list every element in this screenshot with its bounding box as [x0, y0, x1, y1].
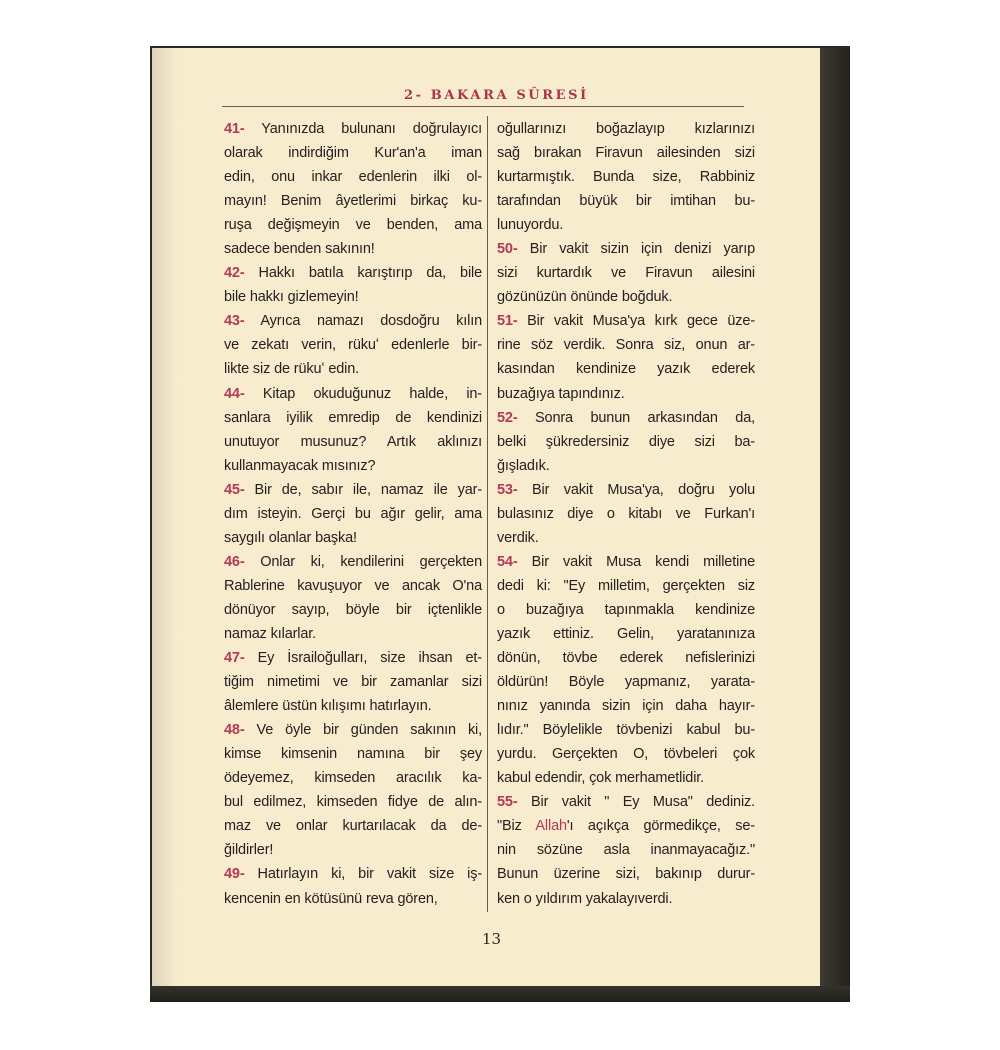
verse-text: ve zekatı verin, rükuʻ edenlerle bir- — [224, 337, 482, 354]
text-line — [497, 165, 755, 189]
text-line — [224, 430, 482, 454]
text-line — [224, 261, 482, 285]
text-line — [497, 117, 755, 141]
verse-text: Yanınızda bulunanı doğrulayıcı — [244, 121, 482, 137]
text-line — [224, 814, 482, 838]
text-line — [497, 814, 755, 838]
text-line — [497, 406, 755, 430]
verse-text: Bir vakit Musa'ya, doğru yolu — [517, 481, 755, 498]
text-line — [224, 887, 482, 911]
verse-text: "Biz — [497, 818, 536, 835]
verse-text: ğildirler! — [224, 842, 274, 859]
verse-text: olarak indirdiğim Kur'an'a iman — [224, 145, 482, 162]
text-line — [224, 838, 482, 862]
text-line — [497, 357, 755, 381]
text-line — [224, 117, 482, 141]
verse-text: bile hakkı gizlemeyin! — [224, 289, 359, 306]
text-line — [497, 790, 755, 814]
text-line — [224, 213, 482, 237]
verse-text: Ve öyle bir günden sakının ki, — [244, 722, 482, 739]
text-line — [497, 526, 755, 550]
text-line — [224, 862, 482, 886]
text-line — [497, 598, 755, 622]
text-line — [224, 141, 482, 165]
text-line — [497, 237, 755, 261]
verse-text: lunuyordu. — [497, 217, 564, 234]
text-line — [497, 838, 755, 862]
text-line — [497, 478, 755, 502]
verse-text: rine söz verdik. Sonra siz, onun ar- — [497, 337, 755, 354]
text-line — [224, 189, 482, 213]
verse-text: Hakkı batıla karıştırıp da, bile — [244, 265, 482, 282]
text-line — [497, 261, 755, 285]
text-line — [497, 742, 755, 766]
verse-text: Bir de, sabır ile, namaz ile yar- — [244, 481, 482, 498]
text-line — [497, 285, 755, 309]
text-line — [497, 887, 755, 911]
text-line — [224, 454, 482, 478]
page-number: 13 — [482, 930, 502, 948]
verse-text: ruşa değişmeyin ve benden, ama — [224, 217, 482, 234]
text-line — [224, 550, 482, 574]
text-line — [224, 285, 482, 309]
verse-number: 48- — [224, 722, 245, 739]
verse-text: verdik. — [497, 529, 539, 546]
text-line — [497, 333, 755, 357]
verse-text: kabul edendir, çok merhametlidir. — [497, 770, 705, 787]
text-line — [497, 646, 755, 670]
verse-text: gözünüzün önünde boğduk. — [497, 289, 673, 306]
verse-text: kurtarmıştık. Bunda size, Rabbiniz — [497, 169, 755, 186]
left-column — [224, 117, 482, 911]
verse-number: 42- — [224, 265, 245, 282]
right-column — [497, 117, 755, 911]
verse-text: sizi kurtardık ve Firavun ailesini — [497, 265, 755, 282]
verse-text: Bunun üzerine sizi, bakınıp durur- — [497, 866, 755, 883]
verse-number: 46- — [224, 553, 245, 570]
verse-number: 49- — [224, 866, 245, 883]
verse-text: Bir vakit Musa kendi milletine — [517, 553, 755, 570]
verse-text: yurdu. Gerçekten O, tövbeleri çok — [497, 746, 755, 763]
text-line — [224, 742, 482, 766]
verse-number: 43- — [224, 313, 245, 330]
text-line — [497, 430, 755, 454]
verse-number: 47- — [224, 650, 245, 667]
verse-text: bulasınız diye o kitabı ve Furkan'ı — [497, 505, 755, 522]
verse-text: sağ bırakan Firavun ailesinden sizi — [497, 145, 755, 162]
text-line — [497, 550, 755, 574]
header-rule — [222, 106, 744, 107]
text-line — [224, 406, 482, 430]
verse-number: 50- — [497, 241, 518, 258]
verse-text: belki şükredersiniz diye sizi ba- — [497, 433, 755, 450]
text-line — [224, 718, 482, 742]
verse-text: Hatırlayın ki, bir vakit size iş- — [244, 866, 482, 883]
text-line — [224, 790, 482, 814]
text-line — [497, 189, 755, 213]
verse-text: maz ve onlar kurtarılacak da de- — [224, 818, 482, 835]
verse-text: kullanmayacak mısınız? — [224, 457, 376, 474]
verse-text: Kitap okuduğunuz halde, in- — [244, 385, 482, 402]
verse-text: Bir vakit " Ey Musa" dediniz. — [517, 794, 755, 811]
text-line — [497, 309, 755, 333]
verse-number: 53- — [497, 481, 518, 498]
verse-text: sanlara iyilik emredip de kendinizi — [224, 409, 482, 426]
verse-text: nınız yanında sizin için daha hayır- — [497, 698, 755, 715]
verse-text: ken o yıldırım yakalayıverdi. — [497, 890, 673, 907]
verse-text: tiğim nimetimi ve bir zamanlar sizi — [224, 674, 482, 691]
text-line — [497, 141, 755, 165]
verse-text: Sonra bunun arkasından da, — [517, 409, 755, 426]
text-line — [224, 694, 482, 718]
verse-text: mayın! Benim âyetlerimi birkaç ku- — [224, 193, 482, 210]
verse-text: Onlar ki, kendilerini gerçekten — [244, 553, 482, 570]
text-line — [224, 382, 482, 406]
text-line — [497, 454, 755, 478]
verse-text: 'ı açıkça görmedikçe, se- — [566, 818, 755, 835]
verse-text: sadece benden sakının! — [224, 241, 375, 258]
verse-text: ğışladık. — [497, 457, 550, 474]
column-divider — [487, 116, 488, 912]
verse-text: Ayrıca namazı dosdoğru kılın — [244, 313, 482, 330]
text-line — [497, 718, 755, 742]
verse-text: ödeyemez, kimseden aracılık ka- — [224, 770, 482, 787]
verse-text: dönüyor sayıp, böyle bir içtenlikle — [224, 601, 482, 618]
text-line — [224, 646, 482, 670]
text-line — [497, 622, 755, 646]
verse-number: 55- — [497, 794, 518, 811]
verse-text: edin, onu inkar edenlerin ilki ol- — [224, 169, 482, 186]
book-bottom-edge — [150, 986, 850, 1002]
verse-number: 41- — [224, 121, 245, 137]
text-line — [224, 574, 482, 598]
highlighted-word: Allah — [535, 818, 567, 835]
verse-text: kimse kimsenin namına bir şey — [224, 746, 482, 763]
verse-text: kencenin en kötüsünü reva gören, — [224, 890, 438, 907]
verse-text: dedi ki: "Ey milletim, gerçekten siz — [497, 577, 755, 594]
verse-text: o buzağıya tapınmakla kendinize — [497, 601, 755, 618]
verse-text: namaz kılarlar. — [224, 625, 317, 642]
text-line — [224, 526, 482, 550]
verse-text: nin sözüne asla inanmayacağız." — [497, 842, 755, 859]
text-line — [497, 670, 755, 694]
text-line — [224, 309, 482, 333]
text-line — [224, 357, 482, 381]
verse-number: 52- — [497, 409, 518, 426]
verse-text: lıdır." Böylelikle tövbenizi kabul bu- — [497, 722, 755, 739]
verse-text: kasından kendinize yazık ederek — [497, 361, 755, 378]
text-line — [497, 382, 755, 406]
text-line — [224, 670, 482, 694]
verse-text: unutuyor musunuz? Artık aklınızı — [224, 433, 482, 450]
text-line — [224, 622, 482, 646]
text-line — [224, 165, 482, 189]
text-line — [224, 502, 482, 526]
verse-text: dönün, tövbe ederek nefislerinizi — [497, 650, 755, 667]
verse-text: Ey İsrailoğulları, size ihsan et- — [244, 650, 482, 667]
text-line — [497, 574, 755, 598]
verse-number: 54- — [497, 553, 518, 570]
text-line — [224, 598, 482, 622]
verse-text: buzağıya tapındınız. — [497, 385, 625, 402]
verse-text: öldürün! Böyle yapmanız, yarata- — [497, 674, 755, 691]
verse-text: oğullarınızı boğazlayıp kızlarınızı — [497, 121, 755, 137]
text-line — [224, 478, 482, 502]
verse-text: yazık ettiniz. Gelin, yaratanınıza — [497, 625, 755, 642]
verse-text: Rablerine kavuşuyor ve ancak O'na — [224, 577, 482, 594]
verse-text: âlemlere üstün kılışımı hatırlayın. — [224, 698, 432, 715]
text-line — [497, 502, 755, 526]
verse-text: Bir vakit sizin için denizi yarıp — [517, 241, 755, 258]
text-line — [224, 766, 482, 790]
verse-text: saygılı olanlar başka! — [224, 529, 357, 546]
text-line — [224, 237, 482, 261]
text-line — [497, 213, 755, 237]
verse-text: likte siz de rükuʻ edin. — [224, 361, 360, 378]
verse-text: dım isteyin. Gerçi bu ağır gelir, ama — [224, 505, 482, 522]
book-spine — [820, 48, 850, 1002]
page-gutter-shadow — [152, 48, 178, 986]
text-line — [497, 766, 755, 790]
verse-number: 44- — [224, 385, 245, 402]
running-header: 2- BAKARA SÛRESİ — [404, 88, 589, 103]
text-line — [497, 694, 755, 718]
verse-text: bul edilmez, kimseden fidye de alın- — [224, 794, 482, 811]
verse-text: Bir vakit Musa'ya kırk gece üze- — [517, 313, 755, 330]
text-line — [497, 862, 755, 886]
text-line — [224, 333, 482, 357]
verse-text: tarafından büyük bir imtihan bu- — [497, 193, 755, 210]
verse-number: 45- — [224, 481, 245, 498]
verse-number: 51- — [497, 313, 518, 330]
